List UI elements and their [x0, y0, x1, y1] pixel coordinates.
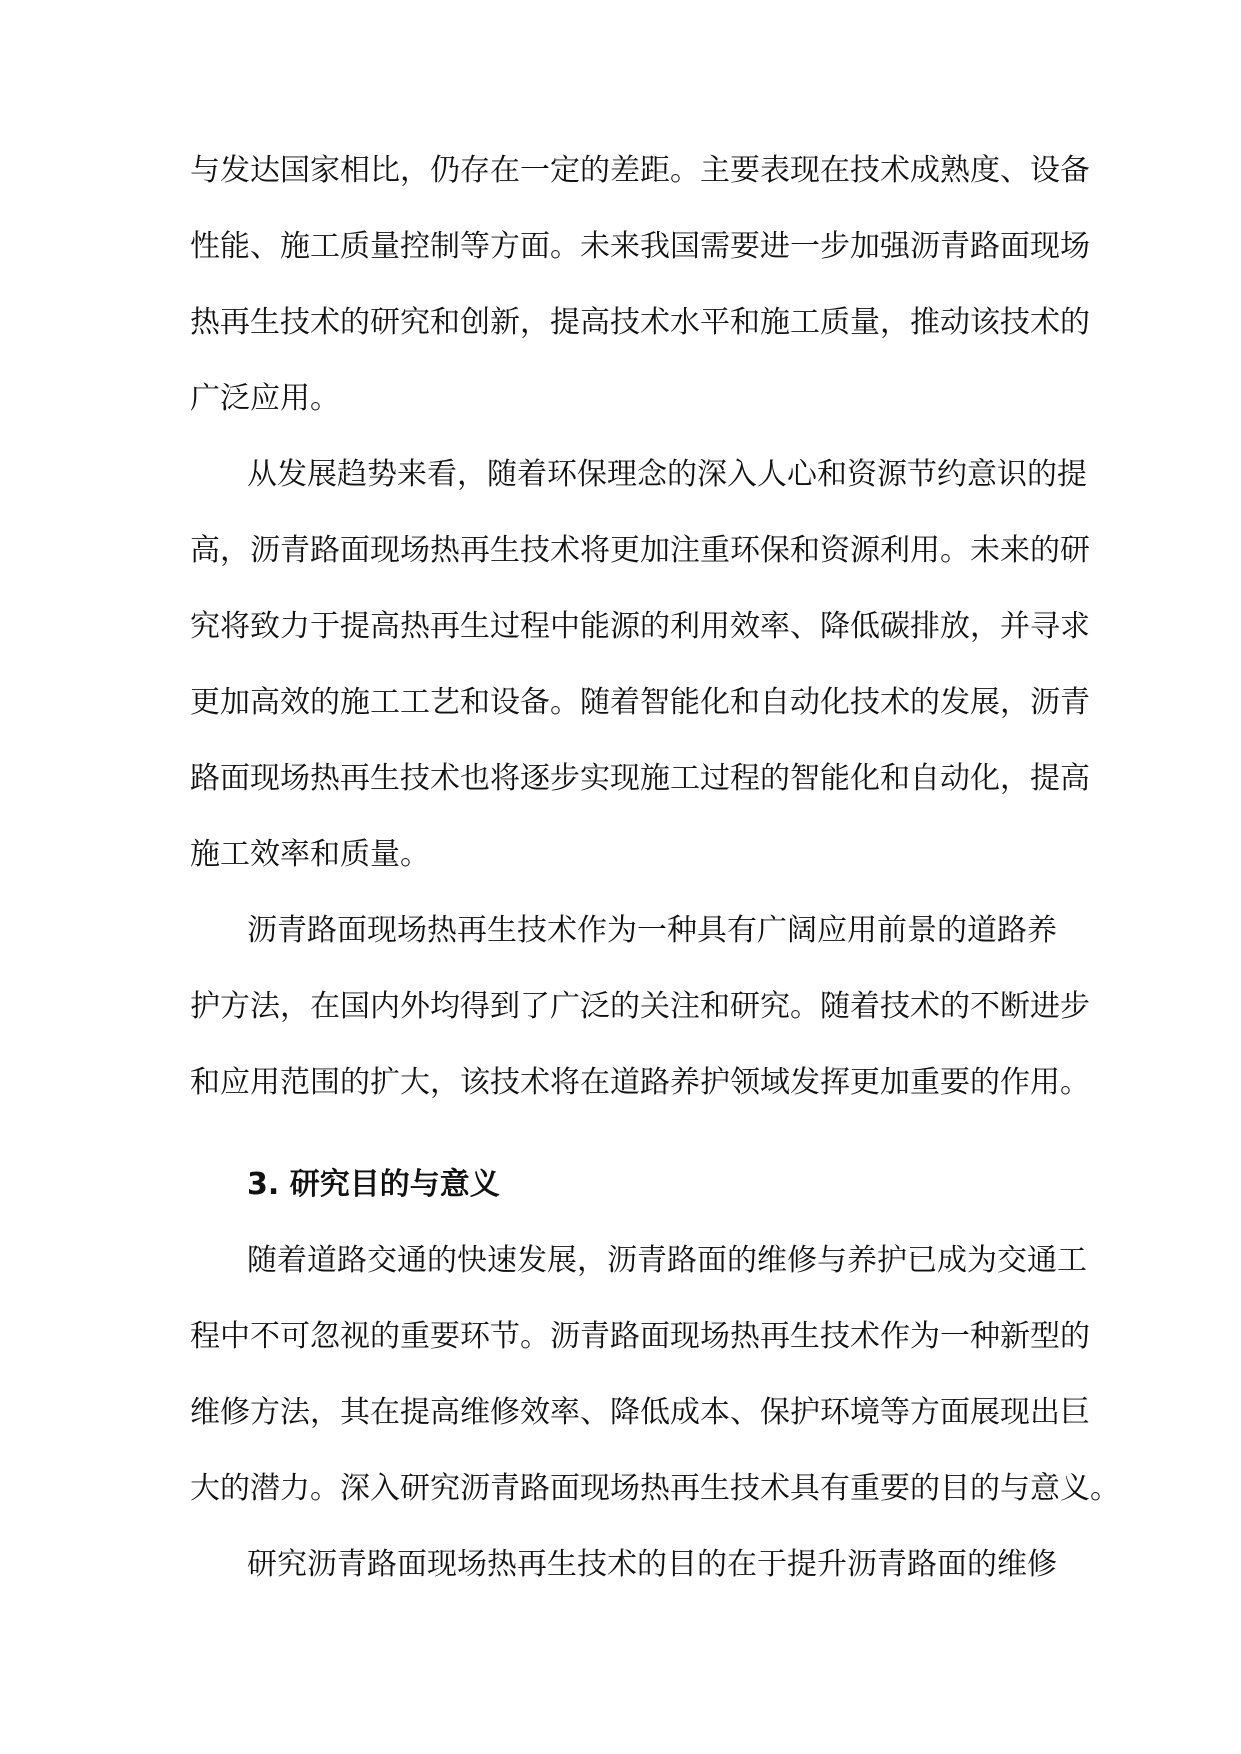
- text-line: 大的潜力。深入研究沥青路面现场热再生技术具有重要的目的与意义。: [190, 1471, 1120, 1506]
- text-line: 与发达国家相比，仍存在一定的差距。主要表现在技术成熟度、设备: [190, 153, 1090, 188]
- text-line: 更加高效的施工工艺和设备。随着智能化和自动化技术的发展，沥青: [190, 685, 1090, 720]
- paragraph-first-line: 沥青路面现场热再生技术作为一种具有广阔应用前景的道路养: [247, 913, 1057, 948]
- paragraph-first-line: 从发展趋势来看，随着环保理念的深入人心和资源节约意识的提: [247, 457, 1087, 492]
- text-line: 护方法，在国内外均得到了广泛的关注和研究。随着技术的不断进步: [190, 989, 1090, 1024]
- text-line: 和应用范围的扩大，该技术将在道路养护领域发挥更加重要的作用。: [190, 1065, 1090, 1100]
- paragraph-first-line: 研究沥青路面现场热再生技术的目的在于提升沥青路面的维修: [247, 1547, 1057, 1582]
- text-line: 性能、施工质量控制等方面。未来我国需要进一步加强沥青路面现场: [190, 229, 1090, 264]
- paragraph-first-line: 随着道路交通的快速发展，沥青路面的维修与养护已成为交通工: [247, 1243, 1087, 1278]
- text-line: 高，沥青路面现场热再生技术将更加注重环保和资源利用。未来的研: [190, 533, 1090, 568]
- text-line: 施工效率和质量。: [190, 837, 430, 872]
- text-line: 究将致力于提高热再生过程中能源的利用效率、降低碳排放，并寻求: [190, 609, 1090, 644]
- text-line: 路面现场热再生技术也将逐步实现施工过程的智能化和自动化，提高: [190, 761, 1090, 796]
- text-line: 热再生技术的研究和创新，提高技术水平和施工质量，推动该技术的: [190, 305, 1090, 340]
- text-line: 程中不可忽视的重要环节。沥青路面现场热再生技术作为一种新型的: [190, 1319, 1090, 1354]
- text-line: 广泛应用。: [190, 381, 340, 416]
- section-heading: 3. 研究目的与意义: [247, 1167, 500, 1202]
- text-line: 维修方法，其在提高维修效率、降低成本、保护环境等方面展现出巨: [190, 1395, 1090, 1430]
